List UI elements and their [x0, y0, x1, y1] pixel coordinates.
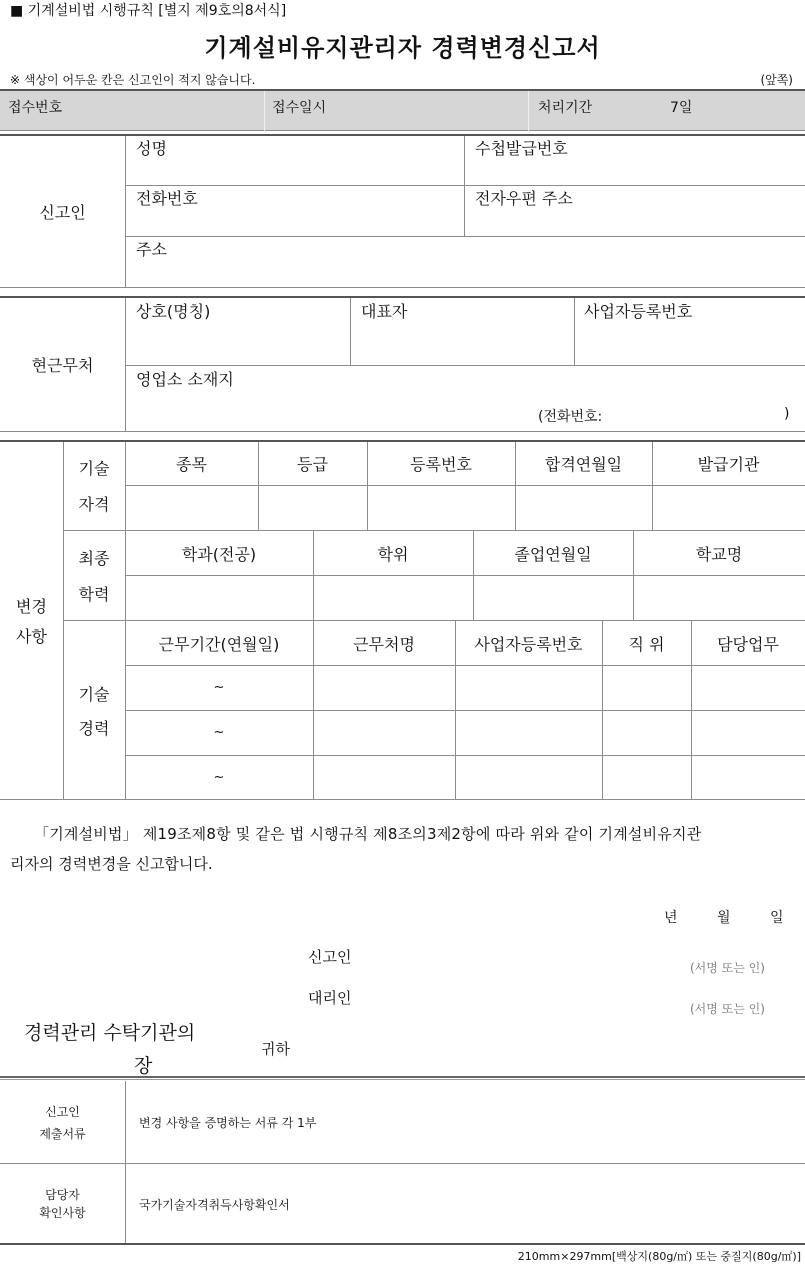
career-col-workplace: 근무처명 — [353, 634, 415, 654]
applicant-sign-note: (서명 또는 인) — [690, 961, 765, 975]
email-label: 전자우편 주소 — [475, 189, 573, 208]
recipient-line-2: 장 — [134, 1055, 153, 1077]
recipient-line-1: 경력관리 수탁기관의 — [24, 1022, 196, 1044]
career-col-duties: 담당업무 — [717, 634, 779, 654]
qual-col-issuer: 발급기관 — [697, 455, 760, 474]
career-period-tilde-3: ~ — [213, 770, 225, 785]
career-col-position: 직 위 — [628, 634, 665, 654]
changes-section-label-2: 사항 — [16, 627, 47, 646]
qual-col-pass-date: 합격연월일 — [544, 455, 623, 474]
date-year: 년 — [664, 910, 678, 926]
official-check-label-1: 담당자 — [45, 1188, 80, 1202]
career-period-tilde-1: ~ — [213, 680, 225, 695]
name-label: 성명 — [136, 139, 167, 158]
official-check-value: 국가기술자격취득사항확인서 — [139, 1198, 290, 1212]
company-name-label: 상호(명칭) — [136, 302, 211, 321]
edu-col-major: 학과(전공) — [181, 544, 257, 564]
submit-docs-label-2: 제출서류 — [39, 1127, 86, 1141]
paper-spec: 210mm×297mm[백상지(80g/㎡) 또는 중질지(80g/㎡)] — [517, 1250, 801, 1263]
receipt-date-label: 접수일시 — [272, 100, 327, 116]
statement-line-2: 리자의 경력변경을 신고합니다. — [10, 855, 213, 873]
submit-docs-label-1: 신고인 — [45, 1105, 80, 1119]
career-label-2: 경력 — [78, 719, 110, 738]
qual-col-reg-number: 등록번호 — [410, 455, 472, 474]
education-label-1: 최종 — [78, 549, 110, 568]
office-phone-close: ) — [784, 406, 790, 422]
receipt-row — [0, 89, 805, 131]
official-check-label-2: 확인사항 — [39, 1206, 86, 1220]
passbook-number-label: 수첩발급번호 — [475, 139, 568, 158]
date-month: 월 — [717, 910, 731, 926]
agent-sign-note: (서명 또는 인) — [690, 1002, 765, 1016]
form-reference: ■ 기계설비법 시행규칙 [별지 제9호의8서식] — [10, 3, 287, 19]
edu-col-school: 학교명 — [695, 544, 743, 564]
education-label-2: 학력 — [78, 585, 110, 604]
submit-docs-value: 변경 사항을 증명하는 서류 각 1부 — [139, 1116, 317, 1130]
qualification-label-2: 자격 — [78, 495, 110, 514]
statement-line-1: 「기계설비법」 제19조제8항 및 같은 법 시행규칙 제8조의3제2항에 따라 위와 같이 기계설비유지관 — [34, 825, 702, 843]
business-reg-number-label: 사업자등록번호 — [584, 302, 693, 321]
career-period-tilde-2: ~ — [213, 725, 225, 740]
phone-label: 전화번호 — [136, 189, 198, 208]
workplace-section-label: 현근무처 — [31, 356, 94, 375]
receipt-number-label: 접수번호 — [8, 100, 63, 116]
applicant-signer-label: 신고인 — [308, 948, 352, 966]
page-side-label: (앞쪽) — [760, 73, 793, 87]
edu-col-grad-date: 졸업연월일 — [514, 544, 592, 564]
changes-section-label-1: 변경 — [16, 597, 47, 616]
career-col-bizno: 사업자등록번호 — [474, 634, 583, 654]
processing-period-label: 처리기간 — [538, 100, 593, 116]
recipient-honorific: 귀하 — [261, 1040, 290, 1058]
qualification-label-1: 기술 — [78, 459, 110, 478]
agent-signer-label: 대리인 — [308, 989, 352, 1007]
applicant-section-label: 신고인 — [39, 203, 86, 222]
career-col-period: 근무기간(연월일) — [158, 634, 280, 654]
qual-col-grade: 등급 — [297, 455, 328, 474]
office-phone-label: (전화번호: — [538, 409, 603, 425]
processing-period-value: 7일 — [670, 100, 693, 116]
office-location-label: 영업소 소재지 — [136, 370, 234, 389]
notice-text: ※ 색상이 어두운 칸은 신고인이 적지 않습니다. — [10, 73, 256, 87]
edu-col-degree: 학위 — [377, 544, 409, 564]
address-label: 주소 — [136, 240, 167, 259]
representative-label: 대표자 — [361, 302, 408, 321]
page-title: 기계설비유지관리자 경력변경신고서 — [204, 34, 601, 62]
career-label-1: 기술 — [78, 685, 110, 704]
date-day: 일 — [770, 910, 784, 926]
qual-col-type: 종목 — [176, 455, 207, 474]
